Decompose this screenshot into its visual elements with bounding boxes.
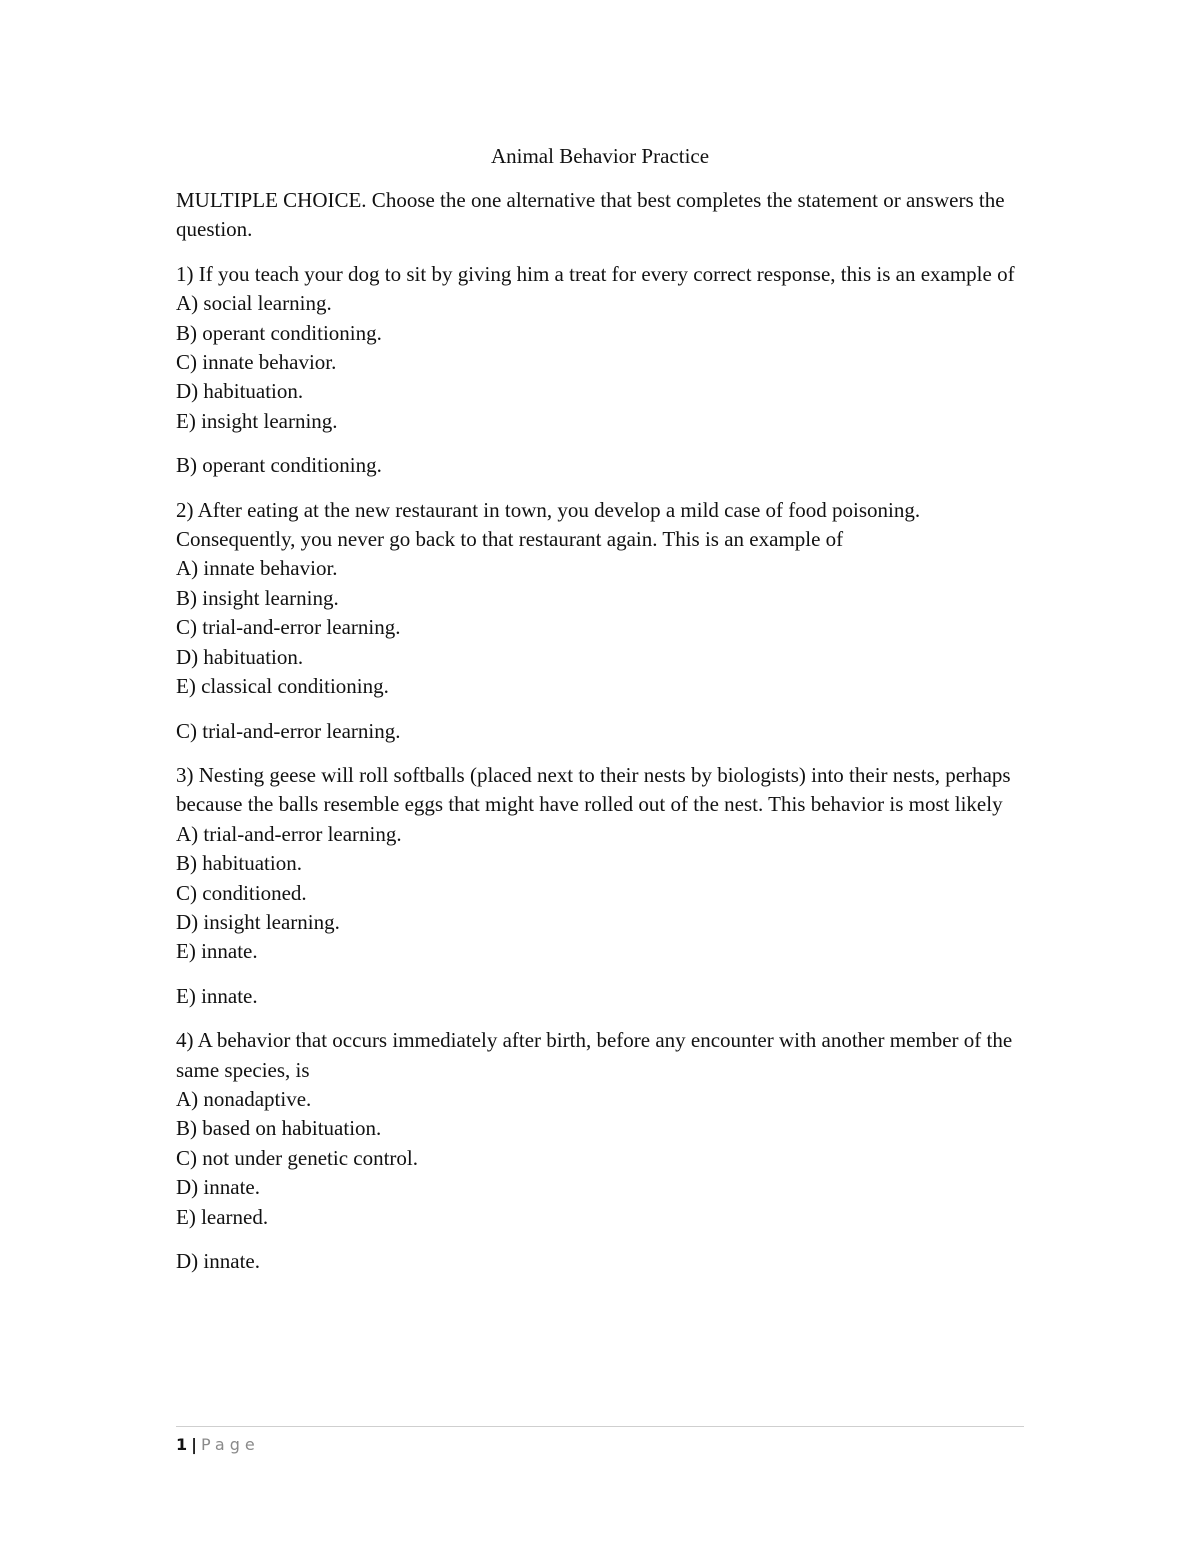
option-e: E) insight learning. xyxy=(176,408,338,433)
page-number: 1 xyxy=(176,1435,188,1454)
question-4 xyxy=(176,1026,1036,1276)
answer: C) trial-and-error learning. xyxy=(176,718,401,743)
footer-divider xyxy=(176,1426,1024,1427)
option-list xyxy=(176,289,1036,436)
option-d: D) habituation. xyxy=(176,644,304,669)
option-a: A) social learning. xyxy=(176,291,332,316)
option-c: C) conditioned. xyxy=(176,880,307,905)
page-title: Animal Behavior Practice xyxy=(490,144,710,168)
option-b: B) based on habituation. xyxy=(176,1116,382,1141)
option-d: D) habituation. xyxy=(176,379,304,404)
option-c: C) not under genetic control. xyxy=(176,1145,419,1170)
option-e: E) innate. xyxy=(176,939,258,964)
question-3 xyxy=(176,761,1036,1011)
option-list xyxy=(176,554,1036,701)
option-list xyxy=(176,1085,1036,1232)
question-stem: 2) After eating at the new restaurant in town, you develop a mild case of food poisoning. Consequently, you never go back to that restaurant again. This is an example of xyxy=(176,497,921,552)
answer: E) innate. xyxy=(176,983,258,1008)
option-c: C) innate behavior. xyxy=(176,350,337,375)
option-list xyxy=(176,820,1036,967)
question-stem: 1) If you teach your dog to sit by giving him a treat for every correct response, this is an example of xyxy=(176,261,1015,286)
footer-separator: | xyxy=(191,1435,197,1454)
option-d: D) innate. xyxy=(176,1175,260,1200)
question-2 xyxy=(176,496,1036,746)
page-footer xyxy=(176,1434,260,1456)
question-1 xyxy=(176,260,1036,481)
option-b: B) operant conditioning. xyxy=(176,320,382,345)
option-e: E) learned. xyxy=(176,1204,269,1229)
instructions: MULTIPLE CHOICE. Choose the one alternative that best completes the statement or answers the question. xyxy=(176,188,1005,242)
document-body xyxy=(176,186,1036,1291)
answer: D) innate. xyxy=(176,1249,260,1273)
option-a: A) nonadaptive. xyxy=(176,1086,312,1111)
option-a: A) innate behavior. xyxy=(176,556,338,581)
option-c: C) trial-and-error learning. xyxy=(176,615,401,640)
question-stem: 4) A behavior that occurs immediately after birth, before any encounter with another member of the same species, is xyxy=(176,1028,1013,1082)
option-b: B) insight learning. xyxy=(176,585,339,610)
option-a: A) trial-and-error learning. xyxy=(176,821,402,846)
answer: B) operant conditioning. xyxy=(176,453,382,478)
option-b: B) habituation. xyxy=(176,851,302,876)
option-e: E) classical conditioning. xyxy=(176,674,389,699)
question-stem: 3) Nesting geese will roll softballs (placed next to their nests by biologists) into their nests, perhaps because the balls resemble eggs that might have rolled out of the nest. This behavior is most likely xyxy=(176,762,1011,817)
page-label: Page xyxy=(200,1435,260,1454)
option-d: D) insight learning. xyxy=(176,909,340,934)
